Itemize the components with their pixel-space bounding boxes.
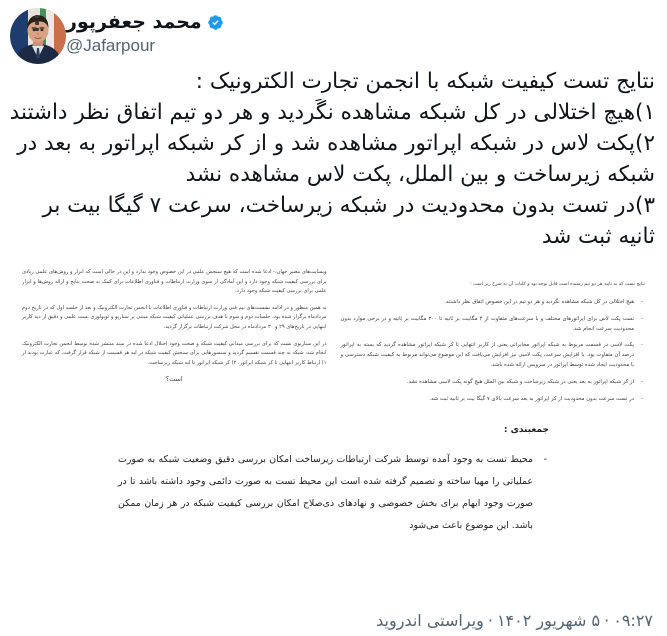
tweet-time: ۰۹:۲۷ [613,611,653,630]
document-bullet: - هیچ اختلالی در کل شبکه مشاهده نگردید و هر دو تیم در این خصوص اتفاق نظر داشتند. [341,298,646,308]
document-paragraph: وبسایت‌های معتبر جهان،- ادعا شده است که هیچ سنجش علمی در این خصوص وجود ندارد و این در حالی است که ابزار و روش‌های علمی زیادی برای بررسی کیفیت شبکه وجود دارد و این آمادگی از سوی وزارت ارتباطات و فناوری اطلاعات برای کمک به صحت نتایج و ارائه روش‌ها و ابزار علمی برای بررسی کیفیت شبکه وجود دارد. [22,269,327,295]
document-summary-title: جمعبندی : [503,425,549,436]
tweet-line: ۲)پکت لاس در شبکه اپراتور مشاهده شد و از کر شبکه اپراتور به بعد در شبکه زیرساخت و بین الملل، پکت لاس مشاهده نشد [17,131,655,187]
document-bullet: - در تست سرعت بدون محدودیت از کر اپراتور به بعد سرعت بالای ۷ گیگا بیت بر ثانیه ثبت شد. [341,395,646,405]
document-bullet-list [341,298,646,404]
author-info [66,6,224,57]
document-summary-list [118,449,549,537]
tweet-footer [0,610,667,632]
menu-dot [35,21,39,25]
tweet-metadata [376,610,653,632]
metadata-separator: · [604,611,610,630]
menu-dot [35,15,39,19]
document-columns [0,266,667,411]
document-summary-section [0,411,667,537]
document-question-line: است؟ [165,375,183,384]
document-bullet: - پکت لاسی در قسمت مربوط به شبکه اپراتور مخابراتی یعنی از کاربر انتهایی تا کر شبکه اپراتور مشاهده گردید که بسته به اپراتور درصد آن متفاوت بود. با افزایش سرعت، پکت لاسی نیز افزایش می‌یافت که این موضوع می‌تواند مربوط به کیفیت شبکه دسترسی و یا محدودیت ایجاد شده توسط اپراتور در سرویس ارائه شده باشد. [341,341,646,370]
document-paragraph: در این سناریوی تست که برای بررسی میدانی کیفیت شبکه و صحت وجود اختلال ادعا شده در سند منتشر شده توسط انجمن تجارت الکترونیک انجام شد، شبکه به چند قسمت تقسیم گردید و سنسورهایی برای سنجش کیفیت شبکه در لبه هر قسمت از شبکه قرار گرفت، که عبارت بودند از ۱) ارتباط کاربر انتهایی تا کر شبکه اپراتور، ۲) کر شبکه اپراتور تا لبه شبکه زیرساخت. [22,340,327,366]
document-paragraph: به همین منظور و در ادامه نشست‌های تیم فنی وزارت ارتباطات و فناوری اطلاعات با انجمن تجارت الکترونیک و بعد از جلسه اول که در تاریخ دوم مردادماه برگزار شده بود، جلسات دوم و سوم با هدف بررسی عملیاتی کیفیت شبکه مبتنی بر سناریو و توپولوژی تست علمی و دقیق از دید کاربر انتهایی در تاریخ‌های ۲۹ و ۳۰ مردادماه در محل شرکت ارتباطات برگزار گردید. [22,304,327,330]
tweet-date: ۵ شهریور ۱۴۰۲ [496,611,601,630]
author-handle[interactable]: @Jafarpour [66,36,156,55]
document-bullet: - از کر شبکه اپراتور به بعد یعنی در شبکه زیرساخت و شبکه بین الملل هیچ گونه پکت لاسی مشاهده نشد. [341,378,646,388]
author-name-row[interactable] [66,10,224,34]
display-name[interactable]: محمد جعفرپور [66,11,202,33]
more-options-icon[interactable] [26,8,48,38]
document-lead-paragraph: نتایج تست که به تایید هر دو تیم رسیده است قابل توجه بود و کلیات آن به شرح زیر است : [470,282,645,287]
document-left-column [341,266,646,411]
tweet-line: ۱)هیچ اختلالی در کل شبکه مشاهده نگَردید و هر دو تیم اتفاق نظر داشتند [9,100,655,125]
tweet-line: ۳)در تست بدون محدودیت در شبکه زیرساخت، سرعت ۷ گیگا بیت بر ثانیه ثبت شد [42,193,655,249]
tweet-body-text [0,62,667,252]
document-summary-bullet: - محیط تست به وجود آمده توسط شرکت ارتباطات زیرساخت امکان بررسی دقیق وضعیت شبکه به صورت عملیاتی را مهیا ساخته و تصمیم گرفته شده است این محیط تست به صورت دائمی وجود داشته باشد تا در صورت وجود ابهام برای بخش خصوصی و نهادهای ذی‌صلاح امکان بررسی کیفیت شبکه در هر زمان ممکن باشد. این موضوع باعث می‌شود [118,449,549,537]
document-right-column [22,266,327,411]
tweet-line: نتایج تست کیفیت شبکه با انجمن تجارت الکترونیک : [195,69,655,94]
attached-document-image[interactable] [0,266,667,628]
verified-badge-icon [207,14,224,31]
tweet-source: ویراستی اندروید [376,611,484,630]
tweet-header [0,0,667,62]
menu-dot [35,28,39,32]
document-bullet: - تست پکت لاس برای اپراتورهای مختلف و با سرعت‌های متفاوت از ۴ مگابیت بر ثانیه تا ۲۰۰ مگابیت بر ثانیه و در برخی موارد بدون محدودیت سرعت انجام شد. [341,315,646,335]
metadata-separator: · [487,611,493,630]
